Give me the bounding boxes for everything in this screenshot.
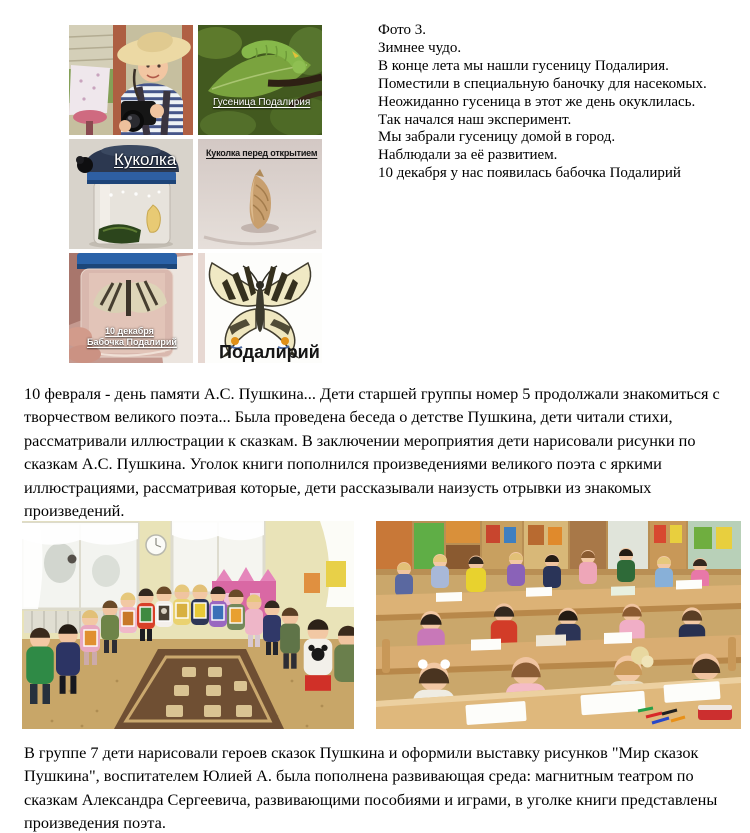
child-mickey-shirt (304, 619, 333, 691)
photo-pupa-in-jar (69, 139, 193, 249)
note-line: Так начался наш эксперимент. (378, 111, 572, 128)
caption-butterfly-name: Бабочка Подалирий (87, 337, 177, 347)
group-photo-illustration (22, 521, 354, 729)
caption-butterfly-date: 10 декабря (105, 326, 154, 336)
photo-butterfly-podaliry (198, 253, 322, 363)
note-line: Фото 3. (378, 22, 427, 38)
photo-child-with-camera (69, 25, 193, 135)
photo-pupa-before-opening (198, 139, 322, 249)
note-line: В конце лета мы нашли гусеницу Подалирия. (378, 57, 669, 74)
window-left (22, 523, 138, 609)
paragraph-group-seven: В группе 7 дети нарисовали героев сказок Пушкина и оформили выставку рисунков "Мир сказок Пушкина", воспитателем Юлией А. была пополнена развивающая среда: магнитным театром по сказкам Александра Сергеевича, развивающими пособиями и играми, в уголке книги представлены произведения поэта. (24, 743, 718, 833)
photo-butterfly-in-jar (69, 253, 193, 363)
tablecloth (69, 65, 110, 115)
wall-clock (146, 535, 166, 555)
note-line: Наблюдали за её развитием. (378, 147, 558, 164)
caption-butterfly-species: Подалирий (219, 342, 320, 362)
photo-children-drawing (376, 521, 741, 729)
caterpillar-illustration (198, 25, 322, 135)
note-line: Зимнее чудо. (378, 39, 462, 56)
caption-caterpillar: Гусеница Подалирия (213, 97, 311, 108)
experiment-photo-collage (69, 25, 322, 363)
note-line: 10 декабря у нас появилась бабочка Подалирий (378, 165, 681, 182)
note-line: Поместили в специальную баночку для насекомых. (378, 75, 707, 92)
caption-pupa-before-opening: Куколка перед открытием (206, 148, 318, 158)
paragraph-pushkin-memorial: 10 февраля - день памяти А.С. Пушкина... Дети старшей группы номер 5 продолжали знакомиться с творчеством великого поэта... Была проведена беседа о детстве Пушкина, дети читали стихи, рассматривали иллюстрации к сказкам. В заключении мероприятия дети нарисовали рисунки по сказкам А.С. Пушкина. Уголок книги пополнился произведениями великого поэта с яркими иллюстрациями, рассматривая которые, дети рассказывали наизусть отрывки из знакомых произведений. (24, 384, 720, 521)
caption-pupa: Куколка (114, 150, 177, 169)
photo-note-text (378, 22, 746, 183)
note-line: Неожиданно гусеница в этот же день окуклилась. (378, 93, 696, 110)
photo-caterpillar-on-leaf (198, 25, 322, 135)
drawing-photo-illustration (376, 521, 741, 729)
note-line: Мы забрали гусеницу домой в город. (378, 129, 616, 146)
child-with-camera-illustration (69, 25, 193, 135)
photo-group-with-drawings (22, 521, 354, 729)
